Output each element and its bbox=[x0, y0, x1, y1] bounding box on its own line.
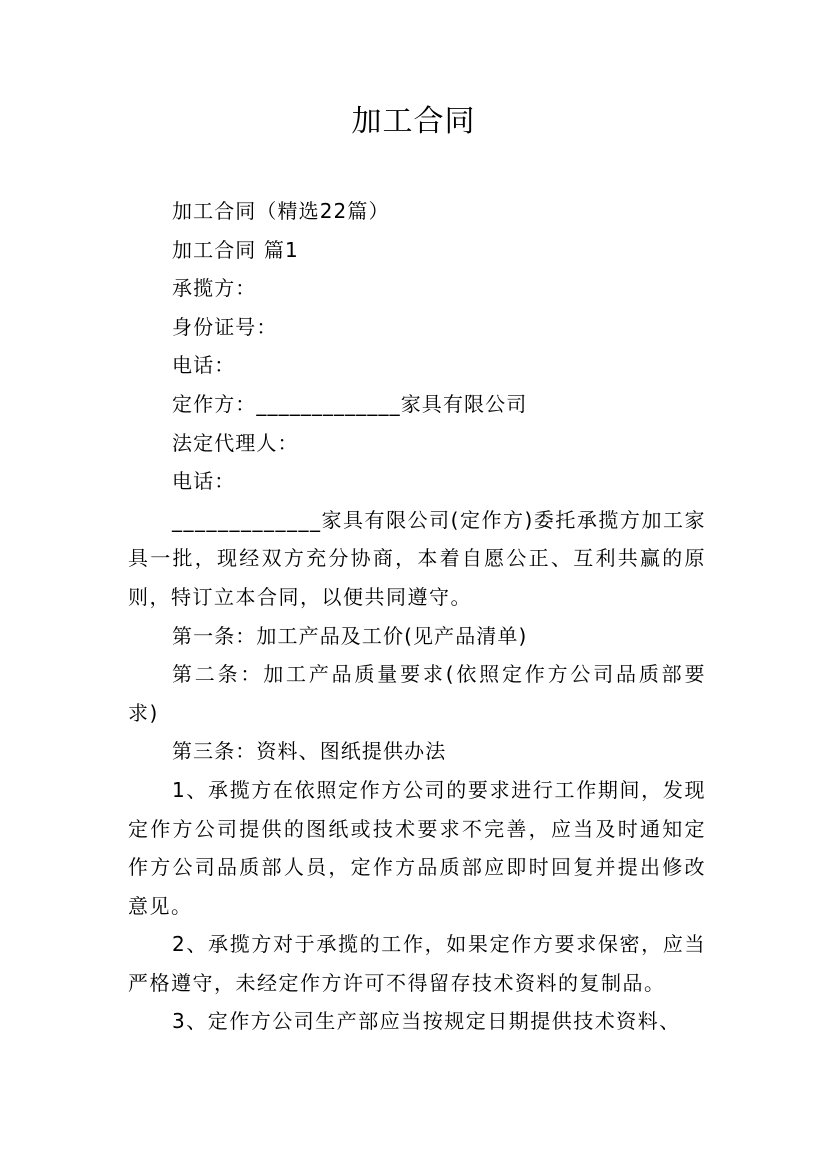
ordering-party-field: 定作方：_____________家具有限公司 bbox=[172, 391, 528, 416]
document-body bbox=[128, 192, 706, 1041]
ordering-party-phone-field: 电话： bbox=[172, 469, 236, 494]
contractor-phone-field: 电话： bbox=[172, 353, 236, 378]
clause-3-item-3: 3、定作方公司生产部应当按规定日期提供技术资料、 bbox=[172, 1009, 681, 1034]
intro-paragraph: _____________家具有限公司(定作方)委托承揽方加工家具一批，现经双方充分协商，本着自愿公正、互利共赢的原则，特订立本合同，以便共同遵守。 bbox=[128, 507, 706, 609]
clause-3: 第三条：资料、图纸提供办法 bbox=[172, 739, 447, 764]
legal-representative-field: 法定代理人： bbox=[172, 430, 299, 455]
clause-2: 第二条：加工产品质量要求(依照定作方公司品质部要求) bbox=[128, 662, 706, 725]
section-heading: 加工合同 篇1 bbox=[172, 237, 299, 262]
clause-3-item-2: 2、承揽方对于承揽的工作，如果定作方要求保密，应当严格遵守，未经定作方许可不得留存技术资料的复制品。 bbox=[128, 932, 706, 995]
id-number-field: 身份证号： bbox=[172, 314, 278, 339]
document-title: 加工合同 bbox=[351, 104, 476, 139]
collection-heading: 加工合同（精选22篇） bbox=[172, 199, 390, 223]
clause-1: 第一条：加工产品及工价(见产品清单) bbox=[172, 623, 528, 648]
clause-3-item-1: 1、承揽方在依照定作方公司的要求进行工作期间，发现定作方公司提供的图纸或技术要求不完善，应当及时通知定作方公司品质部人员，定作方品质部应即时回复并提出修改意见。 bbox=[128, 777, 706, 918]
contractor-field: 承揽方： bbox=[172, 276, 257, 301]
